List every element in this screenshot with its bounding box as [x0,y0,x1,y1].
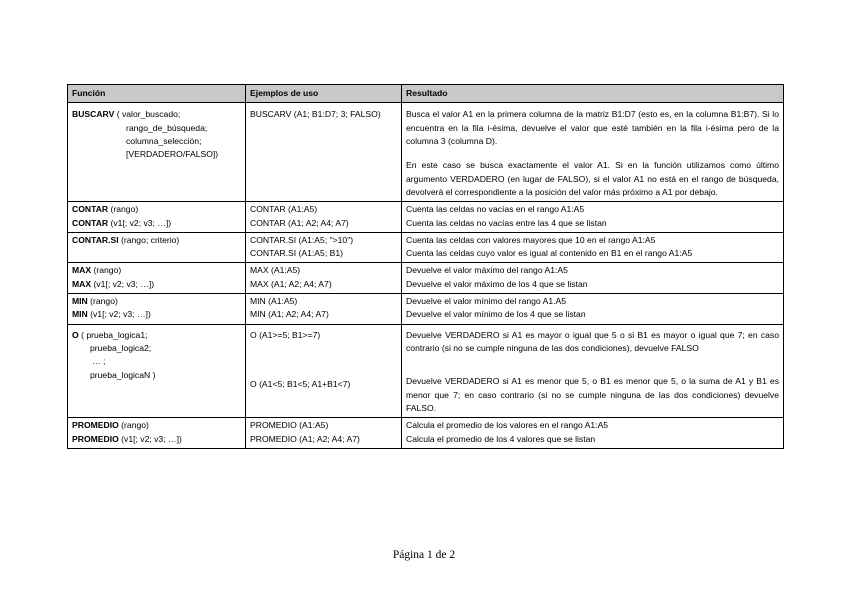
contarsi-example-2: CONTAR.SI (A1:A5; B1) [250,248,343,259]
max-result-2: Devuelve el valor máximo de los 4 que se listan [406,278,588,289]
promedio-args-2: (v1[; v2; v3; …]) [118,433,182,444]
row-promedio [68,418,784,449]
contarsi-name: CONTAR.SI [72,234,119,245]
functions-table [67,84,784,449]
o-arg3: … ; [92,356,106,367]
min-examples [246,294,402,325]
buscarv-arg2: rango_de_búsqueda; [126,122,208,133]
max-name-2: MAX [72,278,92,289]
page-number: Página 1 de 2 [392,549,456,561]
promedio-results [402,418,784,449]
row-contar [68,202,784,233]
o-function-cell [68,324,246,418]
row-max [68,263,784,294]
contarsi-result-2: Cuenta las celdas cuyo valor es igual al contenido en B1 en el rango A1:A5 [406,248,693,259]
buscarv-arg3: columna_selección; [126,135,202,146]
buscarv-arg1: ( valor_buscado; [116,109,181,120]
promedio-function-cell [68,418,246,449]
max-examples [246,263,402,294]
contar-name-1: CONTAR [72,204,109,215]
max-example-2: MAX (A1; A2; A4; A7) [250,278,332,289]
o-example-1: O (A1>=5; B1>=7) [250,329,321,340]
promedio-example-1: PROMEDIO (A1:A5) [250,420,329,431]
buscarv-example [246,103,402,202]
promedio-result-1: Calcula el promedio de los valores en el rango A1:A5 [406,420,609,431]
contarsi-results [402,232,784,263]
o-examples [246,324,402,418]
contar-examples [246,202,402,233]
header-funcion: Función [68,85,246,103]
promedio-examples [246,418,402,449]
contar-args-1: (rango) [108,204,139,215]
contar-result-1: Cuenta las celdas no vacías en el rango A1:A5 [406,204,585,215]
header-row [68,85,784,103]
min-result-2: Devuelve el valor mínimo de los 4 que se listan [406,309,586,320]
promedio-result-2: Calcula el promedio de los 4 valores que se listan [406,433,596,444]
buscarv-result-p1: Busca el valor A1 en la primera columna de la matriz B1:D7 (esto es, en la columna B1:B7). Si lo encuentra en la fila i-ésima, devuelve el valor que esté también en la fila i-ésima pero de la columna 3 (columna D). [406,109,779,146]
contarsi-examples [246,232,402,263]
contar-example-2: CONTAR (A1; A2; A4; A7) [250,217,349,228]
header-ejemplos: Ejemplos de uso [246,85,402,103]
o-arg1: ( prueba_logica1; [78,329,148,340]
buscarv-result [402,103,784,202]
min-name-1: MIN [72,296,88,307]
o-arg2: prueba_logica2; [90,343,152,353]
min-results [402,294,784,325]
max-result-1: Devuelve el valor máximo del rango A1:A5 [406,265,568,276]
buscarv-result-p2: En este caso se busca exactamente el valor A1. Si en la función utilizamos como último argumento VERDADERO (en lugar de FALSO), si el valor A1 no está en el rango de búsqueda, devolverá el correspondiente a la posición del valor más próximo a A1 por debajo. [406,160,779,197]
min-example-1: MIN (A1:A5) [250,296,298,307]
o-result-2: Devuelve VERDADERO si A1 es menor que 5, o B1 es menor que 5, o la suma de A1 y B1 es menor que 7; en caso contrario (si no se cumple ninguna de las dos condiciones) devuelve FALSO. [406,376,779,413]
buscarv-name: BUSCARV [72,109,115,120]
contar-result-2: Cuenta las celdas no vacías entre las 4 que se listan [406,217,607,228]
contarsi-result-1: Cuenta las celdas con valores mayores que 10 en el rango A1:A5 [406,234,656,245]
max-results [402,263,784,294]
promedio-name-2: PROMEDIO [72,433,119,444]
max-function-cell [68,263,246,294]
row-contar-si [68,232,784,263]
max-example-1: MAX (A1:A5) [250,265,301,276]
buscarv-arg4: [VERDADERO/FALSO]) [126,149,219,160]
contar-function-cell [68,202,246,233]
promedio-example-2: PROMEDIO (A1; A2; A4; A7) [250,433,360,444]
o-arg4: prueba_logicaN ) [90,369,156,380]
min-example-2: MIN (A1; A2; A4; A7) [250,309,329,320]
buscarv-example-text: BUSCARV (A1; B1:D7; 3; FALSO) [250,109,381,120]
o-example-2: O (A1<5; B1<5; A1+B1<7) [250,379,351,389]
min-result-1: Devuelve el valor mínimo del rango A1.A5 [406,296,567,307]
o-result-1: Devuelve VERDADERO si A1 es mayor o igual que 5 o si B1 es mayor o igual que 7; en caso contrario (si no se cumple ninguna de las dos condiciones), devuelve FALSO [406,329,779,353]
o-name: O [72,329,79,340]
o-results [402,324,784,418]
contar-args-2: (v1[; v2; v3; …]) [108,217,172,228]
contar-example-1: CONTAR (A1:A5) [250,204,318,215]
contar-name-2: CONTAR [72,217,109,228]
buscarv-function-cell [68,103,246,202]
max-args-1: (rango) [91,265,122,276]
contar-results [402,202,784,233]
row-min [68,294,784,325]
min-args-1: (rango) [87,296,118,307]
row-buscarv [68,103,784,202]
min-args-2: (v1[; v2; v3; …]) [87,309,151,320]
row-o [68,324,784,418]
max-name-1: MAX [72,265,92,276]
header-resultado: Resultado [402,85,784,103]
contarsi-example-1: CONTAR.SI (A1:A5; ">10") [250,234,354,245]
min-name-2: MIN [72,309,88,320]
max-args-2: (v1[; v2; v3; …]) [91,278,155,289]
promedio-name-1: PROMEDIO [72,420,119,431]
contarsi-args: (rango; criterio) [118,234,180,245]
promedio-args-1: (rango) [118,420,149,431]
contarsi-function-cell [68,232,246,263]
min-function-cell [68,294,246,325]
